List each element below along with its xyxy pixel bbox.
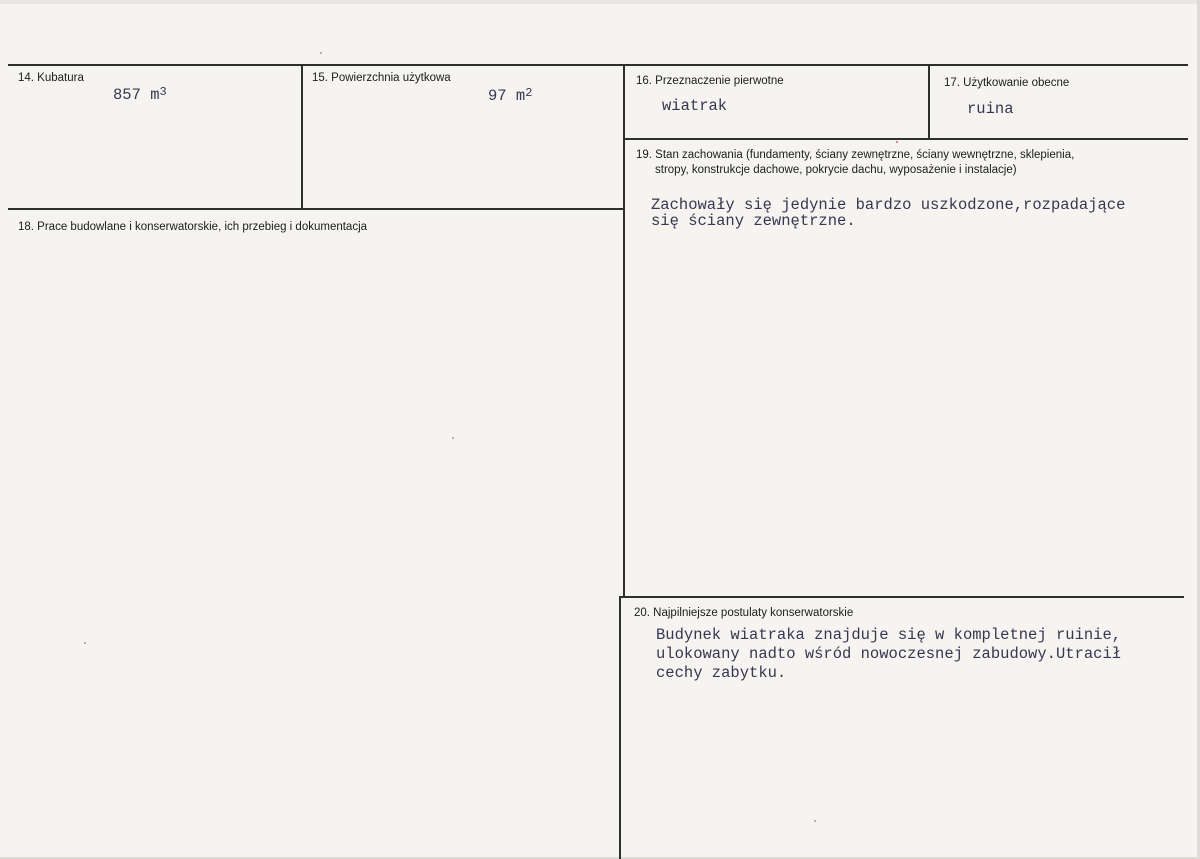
paper-speck [320, 52, 322, 54]
field-17-label: 17. Użytkowanie obecne [944, 77, 1070, 89]
field-18-label: 18. Prace budowlane i konserwatorskie, ich przebieg i dokumentacja [18, 221, 368, 233]
rule-v-14-15 [301, 64, 303, 210]
rule-row3-right [620, 596, 1184, 598]
field-14-value [113, 85, 167, 105]
card-edge-top [0, 0, 1200, 4]
rule-v-center-upper [623, 64, 625, 598]
field-19-value-line1: Zachowały się jedynie bardzo uszkodzone,rozpadające [651, 196, 1126, 214]
field-19-label-line2: stropy, konstrukcje dachowe, pokrycie dachu, wyposażenie i instalacje) [655, 164, 1017, 176]
field-19-value-line2: się ściany zewnętrzne. [651, 212, 856, 230]
field-15-exponent: 2 [525, 86, 533, 100]
field-15-number: 97 m [488, 87, 526, 105]
field-15-label: 15. Powierzchnia użytkowa [312, 72, 451, 84]
field-16-value: wiatrak [662, 97, 728, 115]
field-20-value-line2: ulokowany nadto wśród nowoczesnej zabudowy.Utracił [656, 645, 1122, 663]
field-20-value-line1: Budynek wiatraka znajduje się w kompletnej ruinie, [656, 626, 1122, 644]
rule-v-center-lower [619, 596, 621, 859]
field-16-label: 16. Przeznaczenie pierwotne [636, 75, 784, 87]
field-17-value: ruina [967, 100, 1014, 118]
rule-row2-right [624, 138, 1188, 140]
paper-speck [452, 437, 454, 439]
field-14-exponent: 3 [159, 85, 167, 99]
paper-speck [84, 642, 86, 644]
field-14-label: 14. Kubatura [18, 72, 84, 84]
field-20-value-line3: cechy zabytku. [656, 664, 787, 682]
paper-speck [814, 820, 816, 822]
rule-top [8, 64, 1188, 66]
rule-row2-left [8, 208, 624, 210]
field-20-label: 20. Najpilniejsze postulaty konserwatorskie [634, 607, 854, 619]
field-19-label-line1: 19. Stan zachowania (fundamenty, ściany zewnętrzne, ściany wewnętrzne, sklepienia, [636, 149, 1075, 161]
field-15-value [488, 86, 532, 106]
rule-v-16-17 [928, 64, 930, 140]
field-14-number: 857 m [113, 86, 160, 104]
paper-speck [896, 141, 898, 143]
